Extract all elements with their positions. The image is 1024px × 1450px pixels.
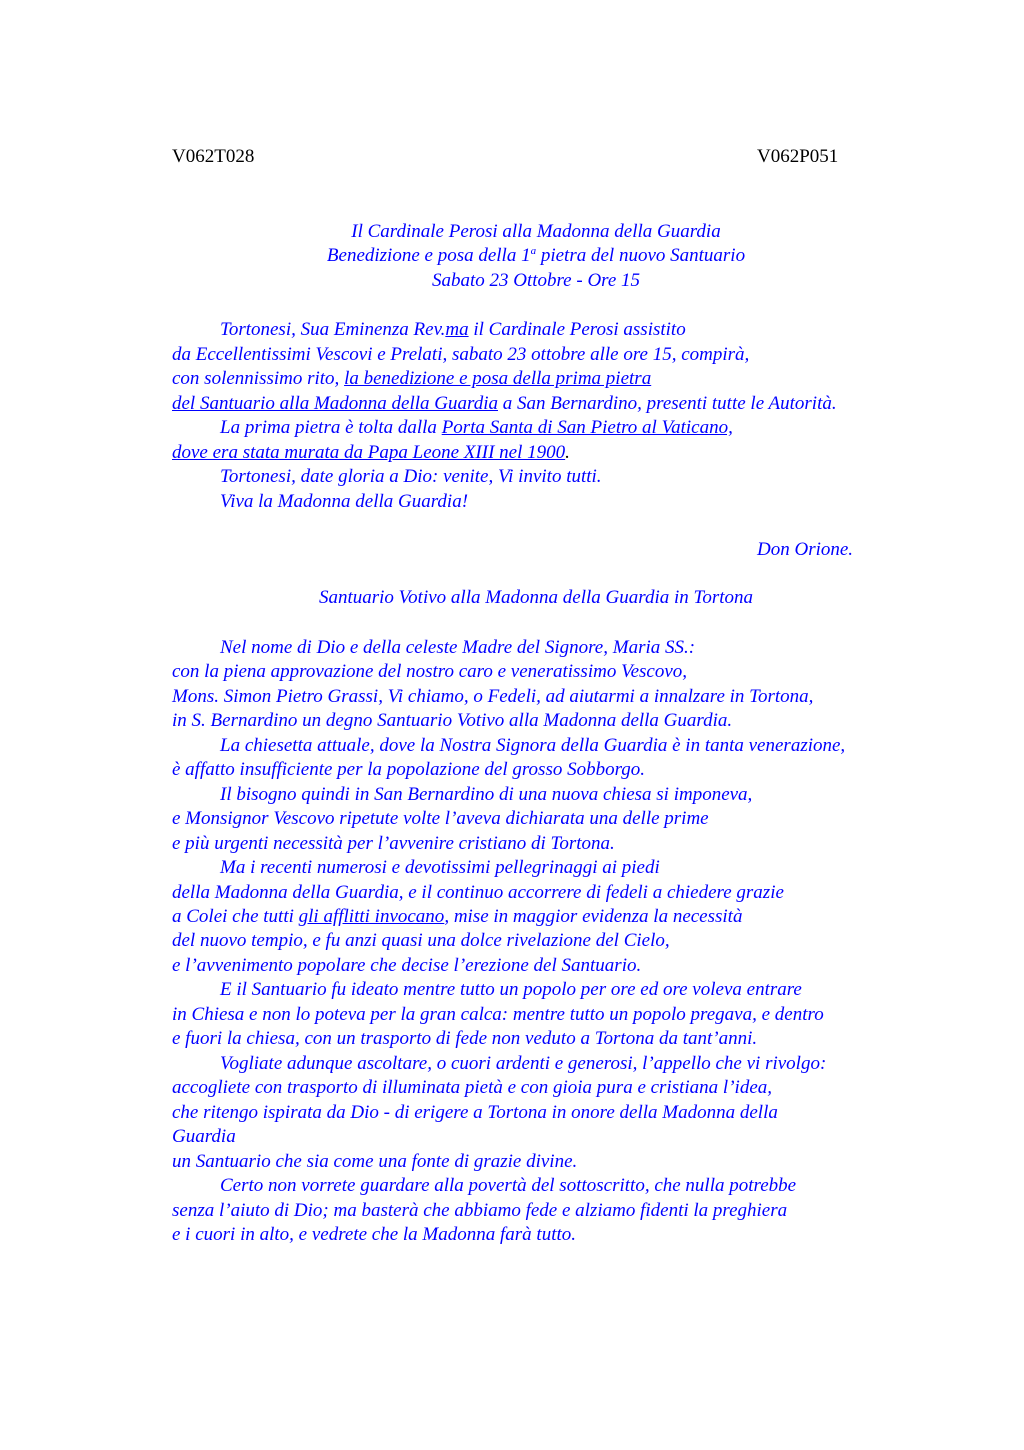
notice-line: La prima pietra è tolta dalla Porta Santa di San Pietro al Vaticano, [220, 417, 733, 438]
body-line: Ma i recenti numerosi e devotissimi pellegrinaggi ai piedi [220, 857, 660, 878]
body-line: del nuovo tempio, e fu anzi quasi una dolce rivelazione del Cielo, [172, 930, 670, 951]
body-line: un Santuario che sia come una fonte di grazie divine. [172, 1151, 578, 1172]
body-line: Guardia [172, 1126, 236, 1147]
body-line: Vogliate adunque ascoltare, o cuori ardenti e generosi, l’appello che vi rivolgo: [220, 1053, 827, 1074]
notice-line: con solennissimo rito, la benedizione e posa della prima pietra [172, 368, 652, 389]
notice-line: da Eccellentissimi Vescovi e Prelati, sabato 23 ottobre alle ore 15, compirà, [172, 344, 750, 365]
body-line: in S. Bernardino un degno Santuario Votivo alla Madonna della Guardia. [172, 710, 733, 731]
notice-line: Viva la Madonna della Guardia! [220, 491, 469, 512]
section-title: Santuario Votivo alla Madonna della Guardia in Tortona [318, 587, 754, 608]
body-line: a Colei che tutti gli afflitti invocano, mise in maggior evidenza la necessità [172, 906, 743, 927]
notice-line: Tortonesi, Sua Eminenza Rev.ma il Cardinale Perosi assistito [220, 319, 686, 340]
title-line-1: Il Cardinale Perosi alla Madonna della Guardia [351, 221, 721, 242]
document-code-left: V062T028 [172, 146, 255, 167]
body-line: è affatto insufficiente per la popolazione del grosso Sobborgo. [172, 759, 646, 780]
title-line-3: Sabato 23 Ottobre - Ore 15 [431, 270, 641, 291]
body-line: della Madonna della Guardia, e il continuo accorrere di fedeli a chiedere grazie [172, 882, 784, 903]
notice-line: dove era stata murata da Papa Leone XIII nel 1900. [172, 442, 570, 463]
body-line: che ritengo ispirata da Dio - di erigere a Tortona in onore della Madonna della [172, 1102, 778, 1123]
document-code-right: V062P051 [757, 146, 839, 167]
title-line-2: Benedizione e posa della 1$^a$ pietra del nuovo Santuario [326, 245, 746, 266]
body-line: e i cuori in alto, e vedrete che la Madonna farà tutto. [172, 1224, 577, 1245]
body-line: e fuori la chiesa, con un trasporto di fede non veduto a Tortona da tant’anni. [172, 1028, 758, 1049]
body-line: La chiesetta attuale, dove la Nostra Signora della Guardia è in tanta venerazione, [220, 735, 846, 756]
body-line: e più urgenti necessità per l’avvenire cristiano di Tortona. [172, 833, 615, 854]
notice-line: Tortonesi, date gloria a Dio: venite, Vi invito tutti. [220, 466, 602, 487]
signature: Don Orione. [757, 539, 854, 560]
body-line: e l’avvenimento popolare che decise l’erezione del Santuario. [172, 955, 642, 976]
body-line: senza l’aiuto di Dio; ma basterà che abbiamo fede e alziamo fidenti la preghiera [172, 1200, 788, 1221]
body-line: E il Santuario fu ideato mentre tutto un popolo per ore ed ore voleva entrare [220, 979, 802, 1000]
body-line: Nel nome di Dio e della celeste Madre del Signore, Maria SS.: [220, 637, 696, 658]
body-line: Il bisogno quindi in San Bernardino di una nuova chiesa si imponeva, [220, 784, 753, 805]
body-line: e Monsignor Vescovo ripetute volte l’aveva dichiarata una delle prime [172, 808, 709, 829]
notice-line: del Santuario alla Madonna della Guardia a San Bernardino, presenti tutte le Autorità. [172, 393, 837, 414]
body-line: Mons. Simon Pietro Grassi, Vi chiamo, o Fedeli, ad aiutarmi a innalzare in Tortona, [172, 686, 814, 707]
body-line: accogliete con trasporto di illuminata pietà e con gioia pura e cristiana l’idea, [172, 1077, 773, 1098]
body-line: con la piena approvazione del nostro caro e veneratissimo Vescovo, [172, 661, 688, 682]
body-line: in Chiesa e non lo poteva per la gran calca: mentre tutto un popolo pregava, e dentro [172, 1004, 824, 1025]
body-line: Certo non vorrete guardare alla povertà del sottoscritto, che nulla potrebbe [220, 1175, 797, 1196]
